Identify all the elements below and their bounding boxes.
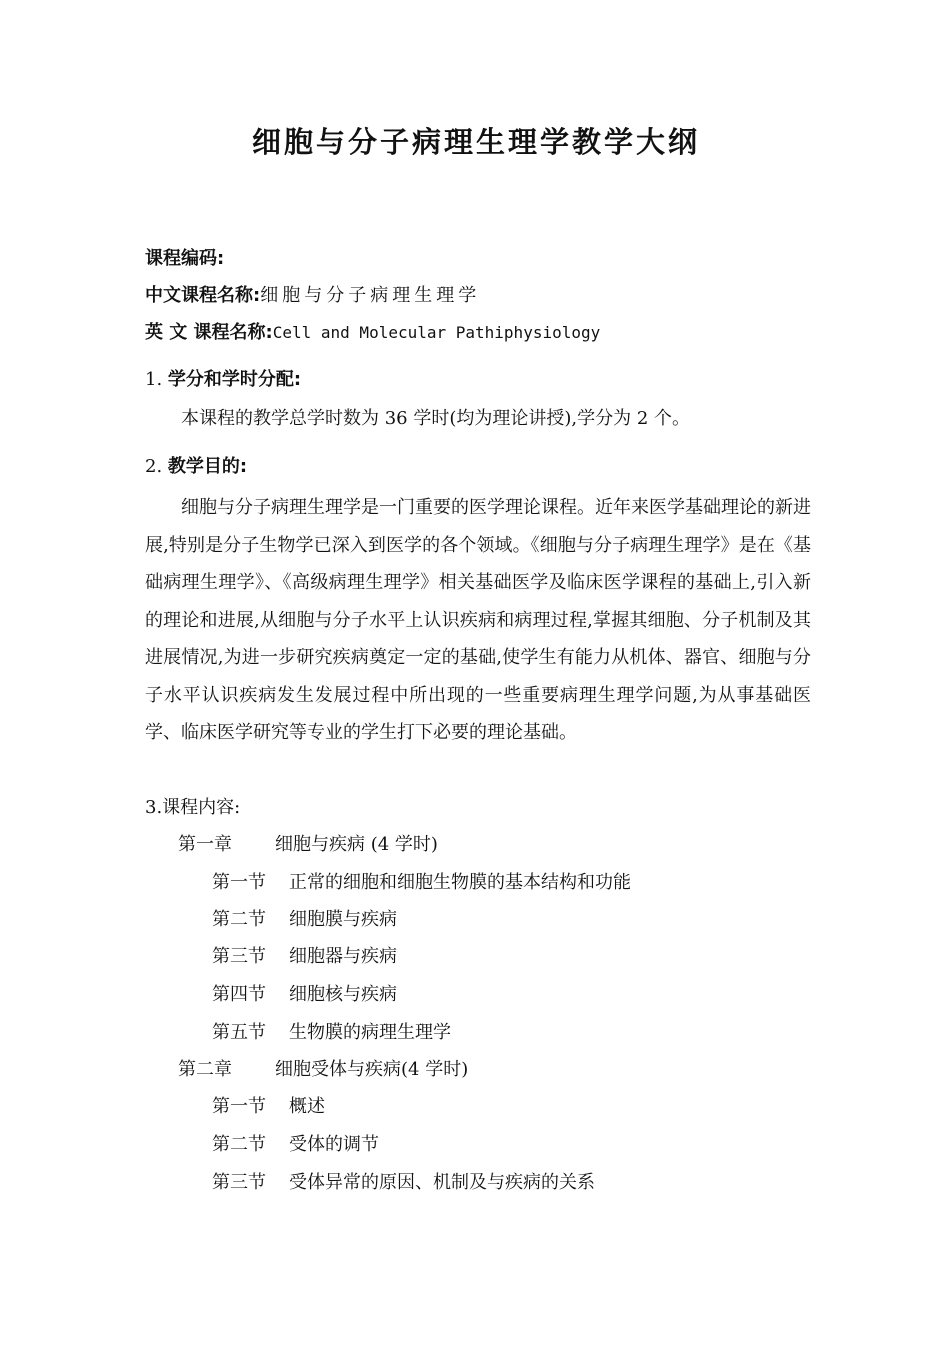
- english-name-value: Cell and Molecular Pathiphysiology: [272, 323, 601, 342]
- section-label: 第一节: [212, 872, 266, 893]
- chapter-label: 第二章: [178, 1059, 232, 1080]
- section-title: 细胞核与疾病: [289, 984, 397, 1005]
- chinese-name-row: [145, 282, 480, 310]
- section-label: 第二节: [212, 1134, 266, 1155]
- course-code-label: 课程编码:: [145, 248, 225, 269]
- chapter-title: 细胞受体与疾病(4 学时): [275, 1059, 469, 1080]
- section-2-number: 2.: [145, 456, 163, 477]
- chapter-2-section-2: [212, 1131, 379, 1159]
- section-title: 细胞器与疾病: [289, 946, 397, 967]
- chapter-2-section-1: [212, 1093, 325, 1121]
- chapter-1-section-3: [212, 943, 397, 971]
- section-1-text: 本课程的教学总学时数为 36 学时(均为理论讲授),学分为 2 个。: [181, 408, 691, 429]
- document-title: 细胞与分子病理生理学教学大纲: [251, 125, 700, 159]
- section-title: 受体的调节: [289, 1134, 379, 1155]
- section-title: 概述: [289, 1096, 325, 1117]
- section-2-heading: [145, 453, 247, 481]
- section-2-title: 教学目的:: [167, 456, 248, 477]
- chinese-name-label: 中文课程名称:: [145, 285, 261, 306]
- chapter-1-section-2: [212, 906, 397, 934]
- chapter-1-section-4: [212, 981, 397, 1009]
- section-label: 第三节: [212, 946, 266, 967]
- section-title: 细胞膜与疾病: [289, 909, 397, 930]
- section-1-title: 学分和学时分配:: [167, 369, 302, 390]
- chapter-2-section-3: [212, 1169, 595, 1197]
- section-label: 第四节: [212, 984, 266, 1005]
- chapter-title: 细胞与疾病 (4 学时): [275, 834, 438, 855]
- section-title: 生物膜的病理生理学: [289, 1022, 451, 1043]
- section-label: 第二节: [212, 909, 266, 930]
- english-name-row: [145, 319, 600, 347]
- section-1-number: 1.: [145, 369, 163, 390]
- section-2-paragraph: 细胞与分子病理生理学是一门重要的医学理论课程。近年来医学基础理论的新进展,特别是分子生物学已深入到医学的各个领域。《细胞与分子病理生理学》是在《基础病理生理学》、《高级病理生理学》相关基础医学及临床医学课程的基础上,引入新的理论和进展,从细胞与分子水平上认识疾病和病理过程,掌握其细胞、分子机制及其进展情况,为进一步研究疾病奠定一定的基础,使学生有能力从机体、器官、细胞与分子水平认识疾病发生发展过程中所出现的一些重要病理生理学问题,为从事基础医学、临床医学研究等专业的学生打下必要的理论基础。: [145, 497, 811, 743]
- section-title: 正常的细胞和细胞生物膜的基本结构和功能: [289, 872, 631, 893]
- chinese-name-value: 细胞与分子病理生理学: [260, 285, 481, 306]
- course-code-row: [145, 245, 224, 273]
- english-name-label: 英 文 课程名称:: [145, 322, 273, 343]
- chapter-1: [178, 831, 438, 859]
- section-label: 第一节: [212, 1096, 266, 1117]
- chapter-2: [178, 1056, 468, 1084]
- section-1-heading: [145, 366, 301, 394]
- chapter-1-section-5: [212, 1019, 451, 1047]
- section-title: 受体异常的原因、机制及与疾病的关系: [289, 1172, 595, 1193]
- section-3-heading: 3.课程内容:: [145, 797, 241, 818]
- chapter-1-section-1: [212, 869, 631, 897]
- section-label: 第三节: [212, 1172, 266, 1193]
- section-label: 第五节: [212, 1022, 266, 1043]
- chapter-label: 第一章: [178, 834, 232, 855]
